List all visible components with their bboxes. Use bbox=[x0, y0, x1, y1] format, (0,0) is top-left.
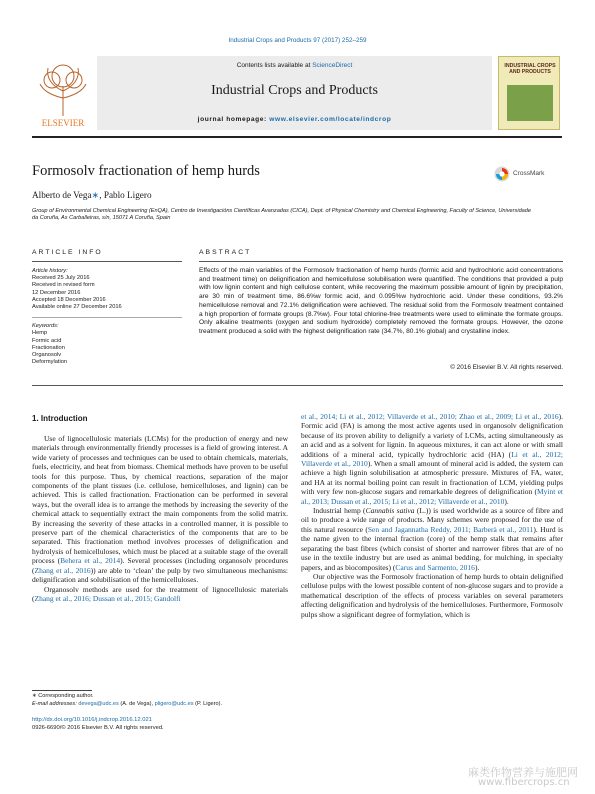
contents-line: Contents lists available at ScienceDirect bbox=[236, 62, 353, 69]
publisher-logo-text: ELSEVIER bbox=[41, 118, 85, 128]
keyword: Formic acid bbox=[32, 337, 62, 344]
journal-title: Industrial Crops and Products bbox=[211, 83, 378, 98]
journal-reference[interactable]: Industrial Crops and Products 97 (2017) 252–259 bbox=[228, 37, 367, 44]
journal-homepage-link[interactable]: www.elsevier.com/locate/indcrop bbox=[269, 116, 392, 123]
cover-picture bbox=[507, 85, 553, 121]
crossmark-icon bbox=[494, 166, 510, 182]
author-list: Alberto de Vega∗, Pablo Ligero bbox=[32, 190, 152, 200]
citation-link[interactable]: Behera et al., 2014 bbox=[60, 556, 121, 566]
email-link[interactable]: devega@udc.es bbox=[78, 700, 119, 707]
keyword: Hemp bbox=[32, 330, 48, 337]
paragraph: Industrial hemp (Cannabis sativa (L.)) is used worldwide as a source of fibre and oil to produce a wide range of products. Many schemes were proposed for the use of this natural resource (Sen and Jagannatha Reddy, 2011; Barberà et al., 2011). Hurd is the name given to the internal fraction (core) of the hemp stalk that remains after separating the bast fibres (which consist of shorter and narrower fibres that are of no use in the textile industry but are used as animal bedding, for mulching, in specialty papers, and as biocomposites) (Carus and Sarmento, 2016). bbox=[301, 506, 564, 572]
citation-link[interactable]: Zhang et al., 2016; Dussan et al., 2015; Gandolfi bbox=[34, 593, 181, 603]
paragraph: Use of lignocellulosic materials (LCMs) for the production of energy and new materials through environmentally friendly processes is a field of growing interest. A wide variety of processes and techniques can be used to obtain chemicals, materials, fuels, electricity, and heat from biomass. Chemical methods have proven to be useful tools for this purpose. Thus, by chemical reactions, separation of the major components of the plant tissues (i.e. cellulose, hemicelluloses, and lignin) can be achieved. This is called fractionation. Fractionation can be performed in several ways, but the overall idea is to arrange the methods by increasing the severity of the chemical attack to sequentially extract the main components from the solid matrix. By increasing the severity of these attacks in a controlled manner, it is possible to preserve part of the chemical characteristics of the components that are to be separated. This fractionation method involves processes of delignification and hydrolysis of hemicelluloses, which must be placed at a suitable stage of the overall process (Behera et al., 2014). Several processes (including organosolv procedures (Zhang et al., 2016)) are able to ‘clean’ the pulp by two simultaneous mechanisms: delignification and solubilisation of the hemicelluloses. bbox=[32, 434, 288, 585]
body-column-right bbox=[301, 412, 563, 619]
citation-link[interactable]: Carus and Sarmento, 2016 bbox=[395, 562, 475, 572]
email-addresses: E-mail addresses: devega@udc.es (A. de Vega), pligero@udc.es (P. Ligero). bbox=[32, 700, 223, 707]
crossmark-label: CrossMark bbox=[513, 170, 545, 177]
history-item: Available online 27 December 2016 bbox=[32, 304, 122, 311]
keywords-label: Keywords: bbox=[32, 323, 59, 330]
footnote bbox=[32, 693, 292, 708]
history-item: Accepted 18 December 2016 bbox=[32, 296, 106, 303]
abstract-rule bbox=[199, 261, 563, 262]
abstract-bottom-rule bbox=[32, 385, 563, 386]
article-info-heading: ARTICLE INFO bbox=[32, 249, 103, 256]
email-link[interactable]: pligero@udc.es bbox=[154, 700, 194, 707]
history-item: Received in revised form bbox=[32, 282, 95, 289]
abstract-copyright: © 2016 Elsevier B.V. All rights reserved. bbox=[450, 364, 563, 371]
introduction-heading: 1. Introduction bbox=[32, 414, 88, 423]
elsevier-logo bbox=[32, 56, 94, 130]
article-title: Formosolv fractionation of hemp hurds bbox=[32, 163, 260, 179]
info-rule bbox=[32, 261, 182, 262]
paragraph: et al., 2014; Li et al., 2012; Villaverde et al., 2010; Zhao et al., 2009; Li et al., 2016). Formic acid (FA) is among the most active agents used in organosolv delignification because of its proven ability to delignify a variety of LCMs, acting simultaneously as an acid and as a solvent for lignin. In aqueous mixtures, it can act alone or with small additions of a mineral acid, typically hydrochloric acid (HA) (Li et al., 2012; Villaverde et al., 2010). When a small amount of mineral acid is added, the system can achieve a high lignin solubilisation at atmospheric pressure. Mixtures of FA, water, and HA at its normal boiling point can result in fractionation of LCM, yielding pulps with very few non-glucose sugars and remarkable degrees of delignification (Myint et al., 2013; Dussan et al., 2015; Li et al., 2012; Villaverde et al., 2010). bbox=[301, 412, 563, 506]
history-item: Received 25 July 2016 bbox=[32, 275, 90, 282]
body-column-left bbox=[32, 434, 288, 603]
issn-line: 0926-6690/© 2016 Elsevier B.V. All rights reserved. bbox=[32, 724, 164, 731]
doi-link[interactable]: http://dx.doi.org/10.1016/j.indcrop.2016.12.021 bbox=[32, 717, 152, 723]
paragraph: Organosolv methods are used for the treatment of lignocellulosic materials (Zhang et al., 2016; Dussan et al., 2015; Gandolfi bbox=[32, 584, 288, 603]
watermark-url: www.fibercrops.cn bbox=[478, 777, 570, 788]
keyword: Deformylation bbox=[32, 359, 68, 366]
history-label: Article history: bbox=[32, 268, 68, 274]
history-item: 12 December 2016 bbox=[32, 289, 81, 296]
citation-link[interactable]: Zhang et al., 2016 bbox=[34, 565, 91, 575]
footnote-rule bbox=[32, 690, 92, 691]
citation-link[interactable]: Myint et al., 2013; Dussan et al., 2015; Li et al., 2012; Villaverde et al., 2010 bbox=[301, 487, 563, 506]
cover-title: INDUSTRIAL CROPS AND PRODUCTS bbox=[504, 63, 556, 75]
abstract-text: Effects of the main variables of the Formosolv fractionation of hemp hurds (formic acid and hydrochloric acid concentrations and treatment time) on delignification and hemicellulose solubilisation were quantified. The conditions that provided a pulp with low lignin content and high cellulose content, while recovering the maximum possible amount of lignin by precipitation, are 30 min of treatment time, 86.6%w formic acid, and 0.095%w hydrochloric acid. Under these conditions, 93.2% hemicellulose removal and 72.1% delignification were achieved. The residual solid from the Formosolv treatment contained a high proportion of formate groups (8.7%w). Four total chlorine-free treatments were used to eliminate the formate groups. Only alkaline treatments (oxygen and sodium hydroxide) completely removed the formate groups. However, the ozone treatment produced a solid with the highest delignification rate (34.7%, 80.1% global) and crystalline index. bbox=[199, 267, 563, 335]
keyword: Organosolv bbox=[32, 352, 62, 359]
sciencedirect-link[interactable]: ScienceDirect bbox=[312, 62, 353, 69]
info-divider bbox=[32, 317, 182, 318]
journal-cover-image bbox=[498, 56, 560, 130]
journal-homepage: journal homepage: www.elsevier.com/locate/indcrop bbox=[197, 116, 392, 123]
abstract-heading: ABSTRACT bbox=[199, 249, 252, 256]
corresponding-author-note: ∗ Corresponding author. bbox=[32, 693, 94, 699]
paragraph: Our objective was the Formosolv fractionation of hemp hurds to obtain delignified cellulose pulps with the lowest possible content of non-glucose sugars and to provide a mathematical description of the effects of process variables on several parameters affecting delignification and hydrolysis of the hemicelluloses. Furthermore, Formosolv pulps show a significant degree of formylation, which is bbox=[301, 571, 563, 619]
doi-block bbox=[32, 717, 164, 732]
citation-link[interactable]: Li et al., 2012; Villaverde et al., 2010 bbox=[301, 449, 563, 469]
article-info bbox=[32, 268, 182, 366]
crossmark-badge[interactable] bbox=[494, 166, 564, 184]
citation-link[interactable]: Sen and Jagannatha Reddy, 2011; Barberà et al., 2011 bbox=[367, 524, 534, 534]
header-rule bbox=[32, 136, 562, 138]
corresponding-author-mark[interactable]: ∗ bbox=[91, 190, 100, 200]
watermark: 麻类作物营养与施肥网 bbox=[468, 766, 578, 779]
keyword: Fractionation bbox=[32, 344, 65, 351]
citation-link[interactable]: et al., 2014; Li et al., 2012; Villaverde et al., 2010; Zhao et al., 2009; Li et al., 2016 bbox=[301, 412, 559, 421]
affiliation: Group of Environmental Chemical Engineering (EnQA), Centro de Investigacións Científicas Avanzadas (CICA), Dept. of Physical Chemistry and Chemical Engineering, Faculty of Science, Universidade da Coruña, As Carballeiras, s/n, 15071 A Coruña, Spain bbox=[32, 208, 532, 222]
